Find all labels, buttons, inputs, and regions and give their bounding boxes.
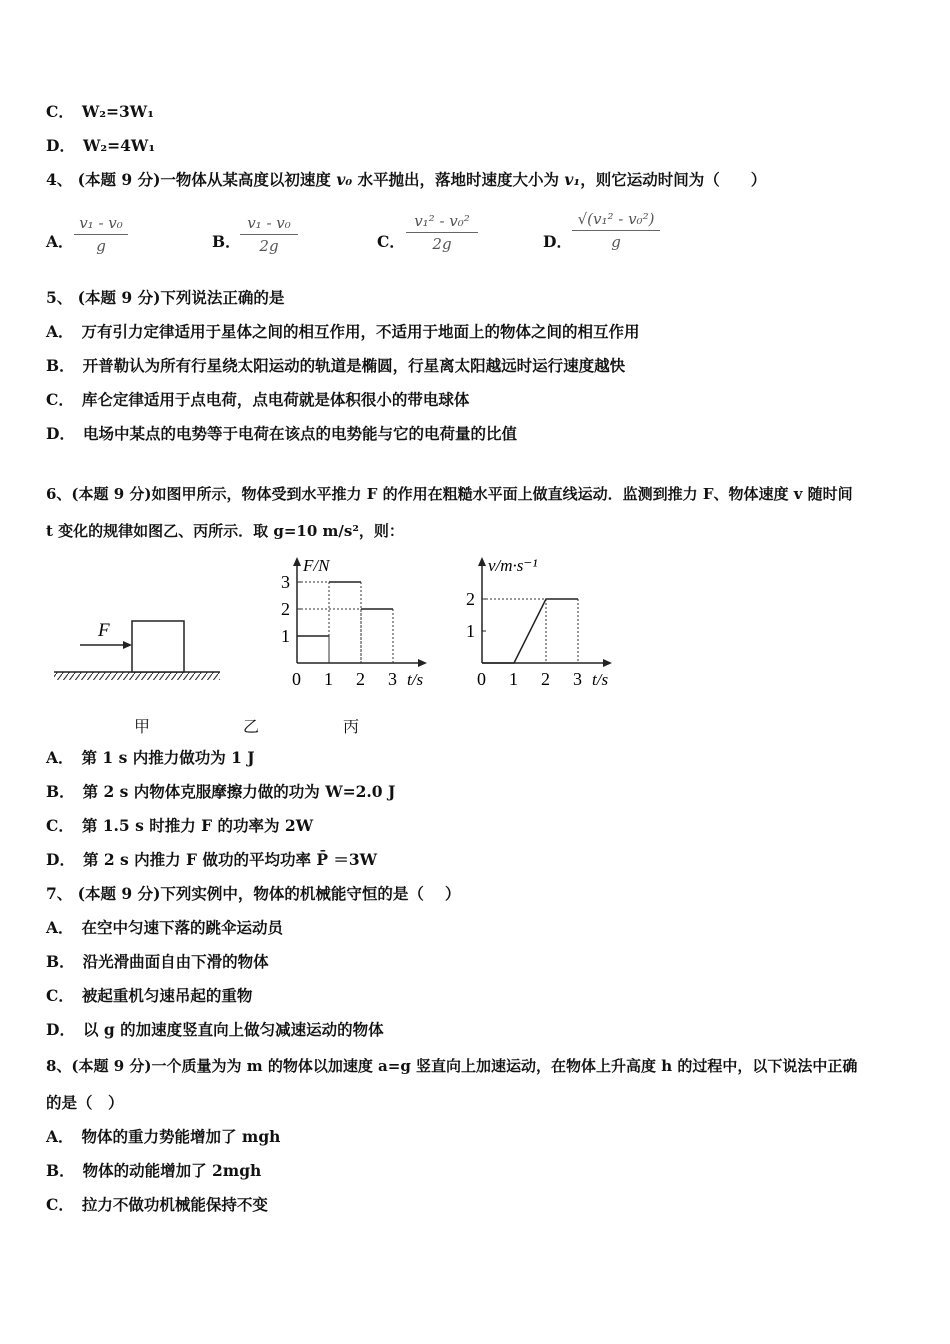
y-tick-label: 2 <box>281 599 290 619</box>
q6-option-c: C． 第 1.5 s 时推力 F 的功率为 2W <box>46 816 314 835</box>
q8-option-b: B． 物体的动能增加了 2mgh <box>46 1161 262 1180</box>
caption-bing: 丙 <box>343 717 360 736</box>
y-axis-label: v/m·s⁻¹ <box>488 556 538 575</box>
x-tick-label: 3 <box>573 669 582 689</box>
x-tick-label: 2 <box>356 669 365 689</box>
q6-option-d: D． 第 2 s 内推力 F 做功的平均功率 P̄ ＝3W <box>46 850 378 869</box>
q4-option-b-fraction: $\frac{\text{v₁ - v₀}}{2g}$ <box>240 214 298 255</box>
y-tick-label: 1 <box>281 626 290 646</box>
q7-stem: 7、 (本题 9 分)下列实例中，物体的机械能守恒的是（ ） <box>46 884 461 903</box>
q3-option-d: D． W₂=4W₁ <box>46 136 156 155</box>
x-tick-label: 3 <box>388 669 397 689</box>
y-tick-label: 1 <box>466 621 475 641</box>
q7-option-a: A． 在空中匀速下落的跳伞运动员 <box>46 918 284 937</box>
q8-stem-line1: 8、(本题 9 分)一个质量为为 m 的物体以加速度 a=g 竖直向上加速运动，在物体上升高度 h 的过程中，以下说法中正确 <box>46 1057 858 1075</box>
block <box>132 621 184 672</box>
figure-jia <box>50 610 230 685</box>
force-arrow-head <box>123 641 132 649</box>
q5-option-c: C． 库仑定律适用于点电荷，点电荷就是体积很小的带电球体 <box>46 390 470 409</box>
q7-option-d: D． 以 g 的加速度竖直向上做匀减速运动的物体 <box>46 1020 384 1039</box>
x-tick-label: 1 <box>324 669 333 689</box>
y-axis-label: F/N <box>303 556 330 575</box>
q8-option-a: A． 物体的重力势能增加了 mgh <box>46 1127 281 1146</box>
x-tick-label: 1 <box>509 669 518 689</box>
velocity-line <box>482 599 578 663</box>
q4-option-a-fraction: $\frac{\text{v₁ - v₀}}{g}$ <box>74 214 128 255</box>
q5-option-b: B． 开普勒认为所有行星绕太阳运动的轨道是椭圆，行星离太阳越远时运行速度越快 <box>46 356 626 375</box>
q5-option-a: A． 万有引力定律适用于星体之间的相互作用，不适用于地面上的物体之间的相互作用 <box>46 322 640 341</box>
chart-velocity-time <box>460 555 620 695</box>
y-tick-label: 2 <box>466 589 475 609</box>
q4-option-d-fraction: $\frac{\text{√(v₁² - v₀²)}}{g}$ <box>572 210 660 251</box>
q3-option-c: C． W₂=3W₁ <box>46 102 155 121</box>
q4-option-c-fraction: $\frac{\text{v₁² - v₀²}}{2g}$ <box>406 212 478 253</box>
q6-stem-line1: 6、(本题 9 分)如图甲所示，物体受到水平推力 F 的作用在粗糙水平面上做直线运动．监测到推力 F、物体速度 v 随时间 <box>46 485 853 503</box>
q8-stem-line2: 的是（ ） <box>46 1093 124 1112</box>
x-axis-arrow <box>418 659 427 667</box>
q7-option-c: C． 被起重机匀速吊起的重物 <box>46 986 253 1005</box>
chart-force-time <box>275 555 435 695</box>
q8-option-c: C． 拉力不做功机械能保持不变 <box>46 1195 268 1214</box>
q4-stem: 4、 (本题 9 分)一物体从某高度以初速度 v₀ 水平抛出，落地时速度大小为 v₁，则它运动时间为（ ） <box>46 170 767 189</box>
ground-hatching <box>54 672 220 680</box>
y-tick-label: 3 <box>281 572 290 592</box>
q6-option-a: A． 第 1 s 内推力做功为 1 J <box>46 748 255 767</box>
x-tick-label: 0 <box>477 669 486 689</box>
x-axis-arrow <box>603 659 612 667</box>
x-tick-label: 0 <box>292 669 301 689</box>
q7-option-b: B． 沿光滑曲面自由下滑的物体 <box>46 952 269 971</box>
q4-option-d-label: D． <box>543 232 572 251</box>
x-axis-label: t/s <box>592 670 609 689</box>
q4-option-a-label: A． <box>46 232 74 251</box>
q4-option-c-label: C． <box>377 232 405 251</box>
q5-option-d: D． 电场中某点的电势等于电荷在该点的电势能与它的电荷量的比值 <box>46 424 517 443</box>
caption-yi: 乙 <box>243 717 260 736</box>
q5-stem: 5、 (本题 9 分)下列说法正确的是 <box>46 288 285 307</box>
y-axis-arrow <box>293 557 301 566</box>
force-label: F <box>98 620 110 641</box>
caption-jia: 甲 <box>134 717 151 736</box>
q6-option-b: B． 第 2 s 内物体克服摩擦力做的功为 W=2.0 J <box>46 782 396 801</box>
x-tick-label: 2 <box>541 669 550 689</box>
x-axis-label: t/s <box>407 670 424 689</box>
q6-stem-line2: t 变化的规律如图乙、丙所示．取 g=10 m/s²，则： <box>46 522 404 540</box>
y-axis-arrow <box>478 557 486 566</box>
q4-option-b-label: B． <box>212 232 241 251</box>
